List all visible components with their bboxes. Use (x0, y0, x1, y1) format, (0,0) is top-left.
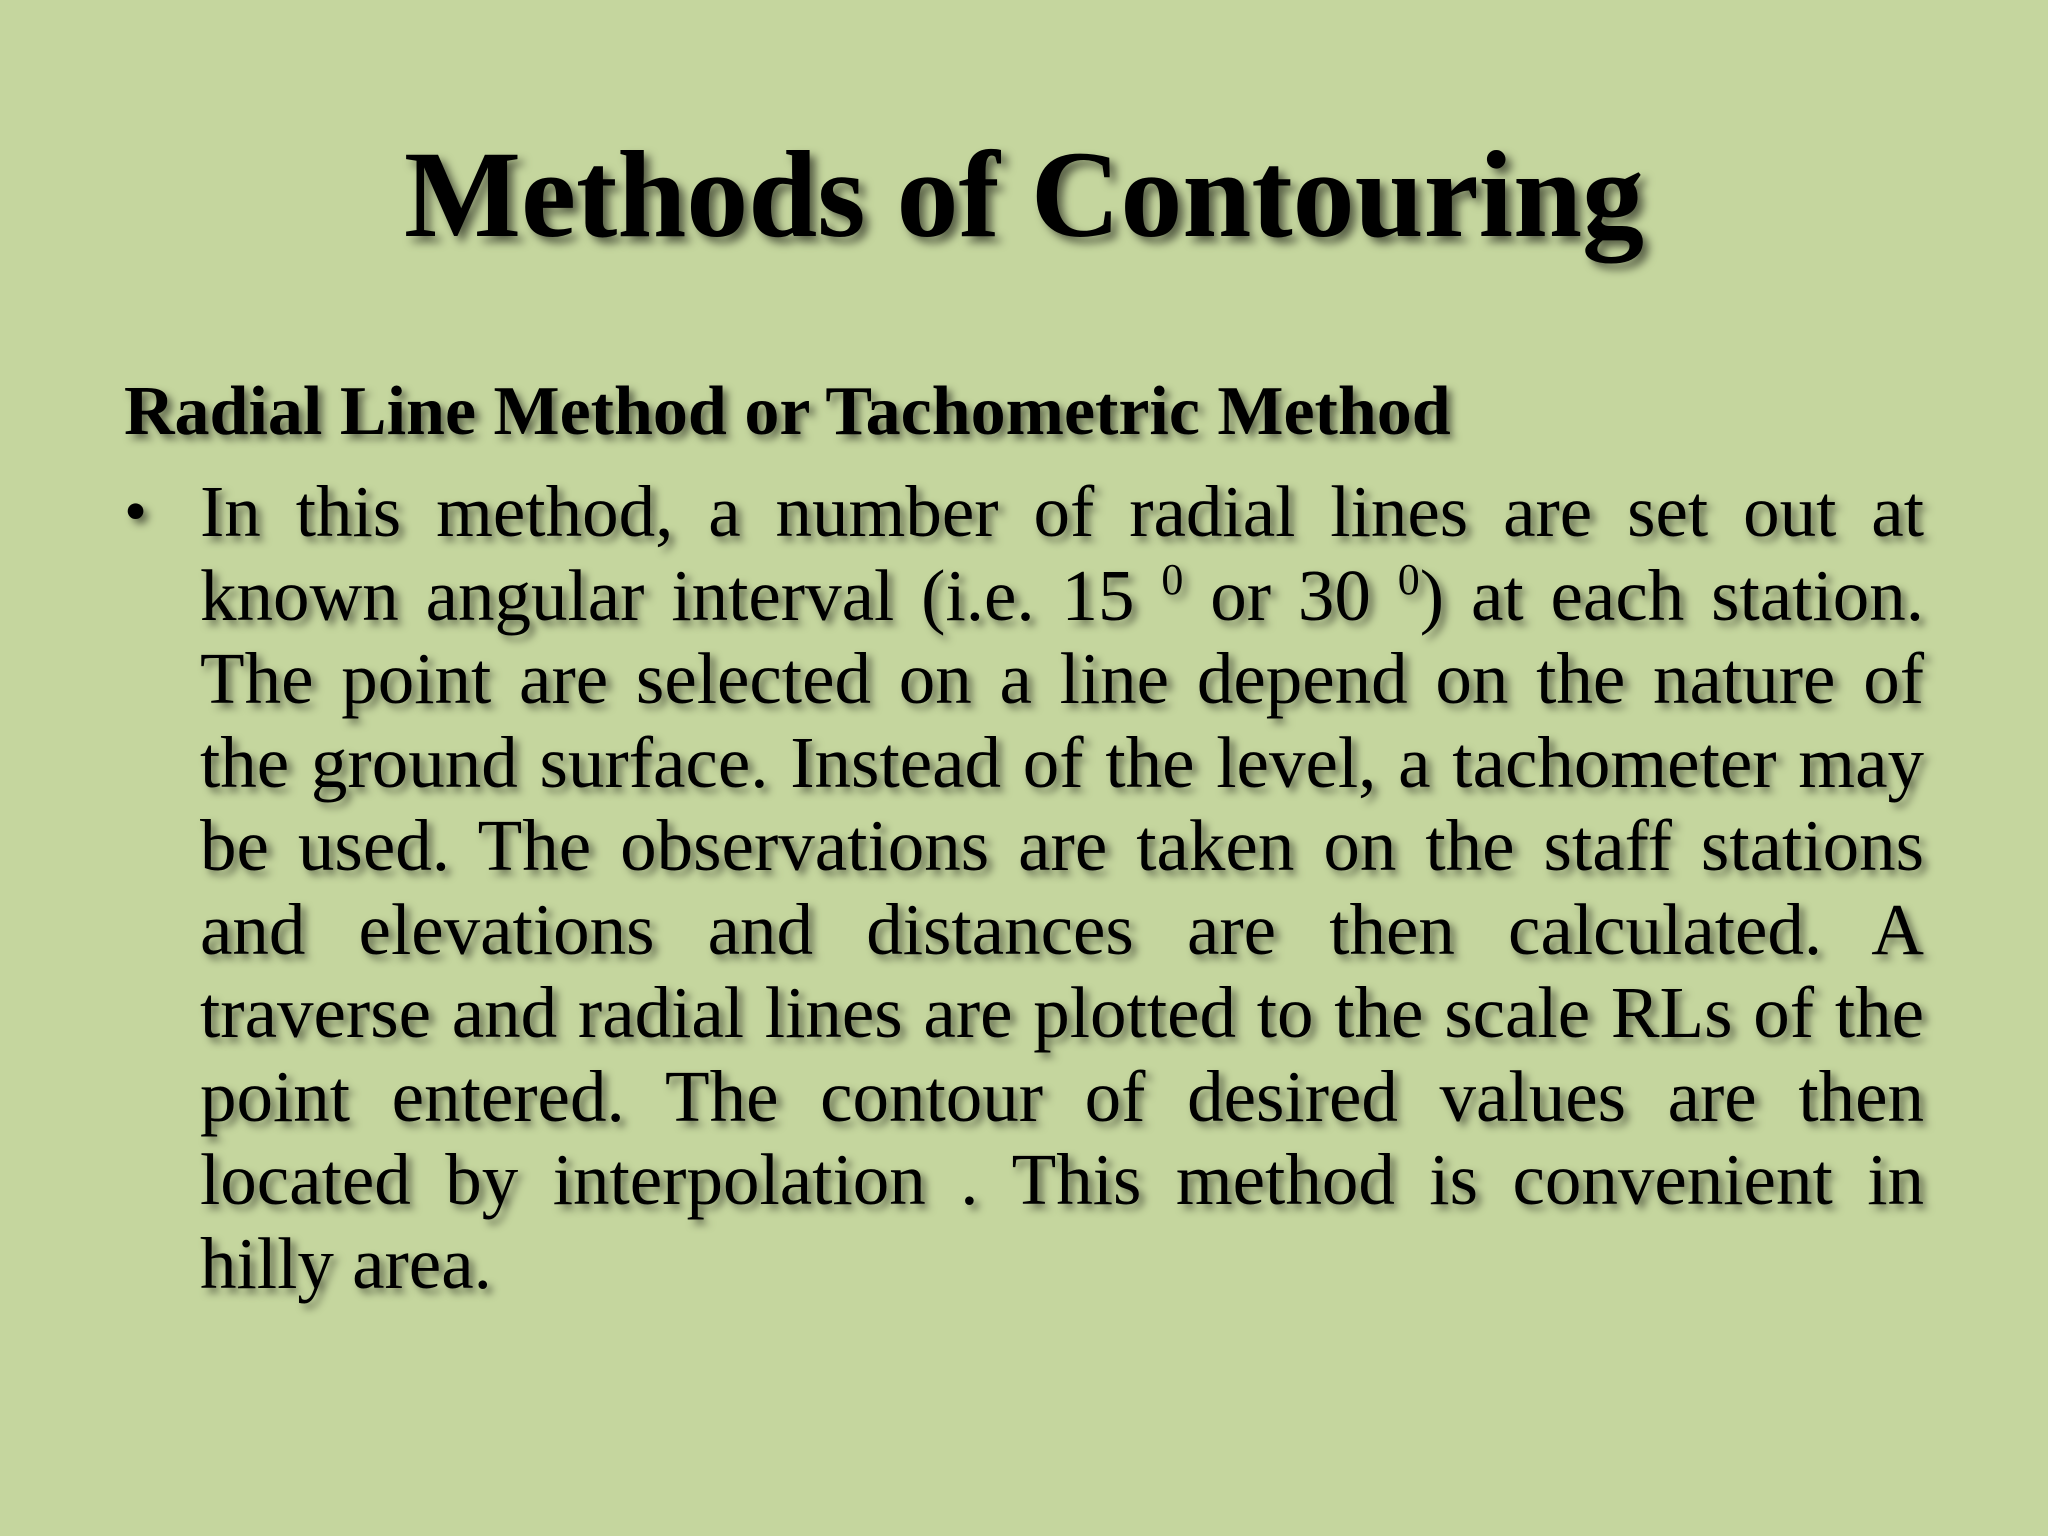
slide-title: Methods of Contouring (403, 126, 1645, 263)
section-subheading: Radial Line Method or Tachometric Method (124, 373, 1451, 450)
bullet-text-part: or 30 (1183, 554, 1398, 636)
bullet-text-part: In this method, a number of radial lines are set out at known angular interval (i.e. 15 (200, 471, 1924, 636)
bullet-icon: • (124, 475, 148, 548)
degree-superscript: 0 (1397, 554, 1420, 604)
bullet-item (124, 470, 1924, 1305)
bullet-text (200, 470, 1924, 1305)
bullet-text-part: ) at each station. The point are selected on a line depend on the nature of the ground surface. Instead of the level, a tachometer may be used. The observations are taken on the staff stations and elevations and distances are then calculated. A traverse and radial lines are plotted to the scale RLs of the point entered. The contour of desired values are then located by interpolation . This method is convenient in hilly area. (200, 554, 1924, 1304)
bullet-list (124, 470, 1924, 1305)
degree-superscript: 0 (1161, 554, 1184, 604)
